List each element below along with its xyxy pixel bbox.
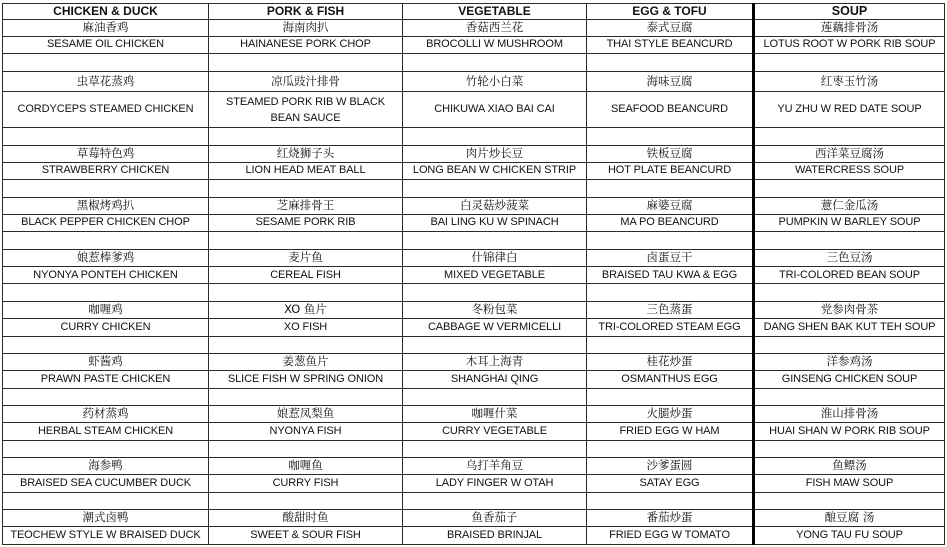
dish-english-name: FRIED EGG W TOMATO [587,527,754,545]
empty-cell [754,54,945,72]
dish-english-name: BRAISED SEA CUCUMBER DUCK [3,475,209,493]
dish-english-name: PRAWN PASTE CHICKEN [3,370,209,388]
dish-english-name: CURRY CHICKEN [3,318,209,336]
empty-cell [754,128,945,146]
dish-english-name: XO FISH [209,318,403,336]
empty-cell [209,128,403,146]
dish-english-name: WATERCRESS SOUP [754,162,945,180]
spacer-row [3,232,945,250]
dish-chinese-name: 芝麻排骨王 [209,198,403,215]
dish-chinese-name: 淮山排骨汤 [754,406,945,423]
dish-chinese-name: 番茄炒蛋 [587,510,754,527]
chinese-name-row [3,354,945,371]
dish-chinese-name: 鱼香茄子 [403,510,587,527]
empty-cell [587,54,754,72]
dish-english-name: BRAISED TAU KWA & EGG [587,266,754,284]
dish-english-name: SEAFOOD BEANCURD [587,91,754,127]
spacer-row [3,388,945,406]
dish-english-name: OSMANTHUS EGG [587,370,754,388]
spacer-row [3,128,945,146]
dish-chinese-name: 洋参鸡汤 [754,354,945,371]
dish-english-name: STRAWBERRY CHICKEN [3,162,209,180]
dish-chinese-name: 薏仁金瓜汤 [754,198,945,215]
empty-cell [3,54,209,72]
dish-english-name: HOT PLATE BEANCURD [587,162,754,180]
dish-chinese-name: 咖喱鱼 [209,458,403,475]
dish-chinese-name: 肉片炒长豆 [403,146,587,163]
dish-english-name: YU ZHU W RED DATE SOUP [754,91,945,127]
dish-chinese-name: 娘惹棒爹鸡 [3,250,209,267]
chinese-name-row [3,406,945,423]
empty-cell [403,284,587,302]
dish-english-name: SESAME OIL CHICKEN [3,36,209,54]
dish-english-name: SATAY EGG [587,475,754,493]
dish-english-name: SLICE FISH W SPRING ONION [209,370,403,388]
empty-cell [209,440,403,458]
dish-chinese-name: 草莓特色鸡 [3,146,209,163]
dish-chinese-name: 铁板豆腐 [587,146,754,163]
dish-chinese-name: 娘惹凤梨鱼 [209,406,403,423]
dish-english-name: HUAI SHAN W PORK RIB SOUP [754,422,945,440]
empty-cell [754,388,945,406]
chinese-name-row [3,458,945,475]
dish-english-name: LONG BEAN W CHICKEN STRIP [403,162,587,180]
dish-chinese-name: 竹轮小白菜 [403,72,587,92]
dish-english-name: BRAISED BRINJAL [403,527,587,545]
dish-chinese-name: 麻婆豆腐 [587,198,754,215]
dish-english-name: SHANGHAI QING [403,370,587,388]
dish-english-name: CURRY VEGETABLE [403,422,587,440]
english-name-row [3,36,945,54]
dish-english-name: BROCOLLI W MUSHROOM [403,36,587,54]
empty-cell [754,180,945,198]
spacer-row [3,440,945,458]
empty-cell [403,128,587,146]
empty-cell [3,180,209,198]
dish-english-name: NYONYA FISH [209,422,403,440]
dish-chinese-name: 火腿炒蛋 [587,406,754,423]
dish-english-name: BAI LING KU W SPINACH [403,214,587,232]
dish-chinese-name: 卤蛋豆干 [587,250,754,267]
dish-english-name: PUMPKIN W BARLEY SOUP [754,214,945,232]
english-name-row [3,475,945,493]
spacer-row [3,54,945,72]
dish-chinese-name: 潮式卤鸭 [3,510,209,527]
menu-table [2,3,945,545]
empty-cell [209,232,403,250]
empty-cell [3,336,209,354]
empty-cell [587,232,754,250]
empty-cell [403,388,587,406]
dish-chinese-name: 冬粉包菜 [403,302,587,319]
dish-chinese-name: 麦片鱼 [209,250,403,267]
dish-chinese-name: 虫草花蒸鸡 [3,72,209,92]
english-name-row [3,370,945,388]
column-header-soup: SOUP [754,4,945,20]
dish-chinese-name: 木耳上海青 [403,354,587,371]
english-name-row [3,527,945,545]
empty-cell [587,180,754,198]
dish-chinese-name: 沙爹蛋圆 [587,458,754,475]
empty-cell [209,492,403,510]
dish-chinese-name: 三色蒸蛋 [587,302,754,319]
dish-english-name: YONG TAU FU SOUP [754,527,945,545]
empty-cell [587,284,754,302]
chinese-name-row [3,146,945,163]
dish-english-name: LOTUS ROOT W PORK RIB SOUP [754,36,945,54]
dish-english-name: CABBAGE W VERMICELLI [403,318,587,336]
empty-cell [3,388,209,406]
dish-chinese-name: 虾酱鸡 [3,354,209,371]
empty-cell [754,232,945,250]
empty-cell [3,440,209,458]
dish-chinese-name: 海南肉扒 [209,20,403,37]
dish-english-name: CURRY FISH [209,475,403,493]
spacer-row [3,284,945,302]
column-header-egg-tofu: EGG & TOFU [587,4,754,20]
empty-cell [3,232,209,250]
dish-english-name: BLACK PEPPER CHICKEN CHOP [3,214,209,232]
empty-cell [209,180,403,198]
dish-chinese-name: 西洋菜豆腐汤 [754,146,945,163]
dish-english-name: FISH MAW SOUP [754,475,945,493]
dish-english-name: TRI-COLORED BEAN SOUP [754,266,945,284]
empty-cell [587,492,754,510]
spacer-row [3,336,945,354]
empty-cell [754,284,945,302]
empty-cell [3,128,209,146]
dish-english-name: TEOCHEW STYLE W BRAISED DUCK [3,527,209,545]
empty-cell [209,54,403,72]
dish-english-name: FRIED EGG W HAM [587,422,754,440]
column-header-pork-fish: PORK & FISH [209,4,403,20]
spacer-row [3,492,945,510]
dish-chinese-name: 什锦律白 [403,250,587,267]
dish-chinese-name: 酸甜时鱼 [209,510,403,527]
dish-chinese-name: 泰式豆腐 [587,20,754,37]
empty-cell [587,388,754,406]
empty-cell [754,440,945,458]
header-row [3,4,945,20]
dish-chinese-name: 麻油香鸡 [3,20,209,37]
dish-english-name: LADY FINGER W OTAH [403,475,587,493]
chinese-name-row [3,250,945,267]
dish-chinese-name: 黑椒烤鸡扒 [3,198,209,215]
empty-cell [403,492,587,510]
english-name-row [3,266,945,284]
empty-cell [3,492,209,510]
dish-english-name: NYONYA PONTEH CHICKEN [3,266,209,284]
dish-chinese-name: XO 鱼片 [209,302,403,319]
dish-chinese-name: 咖喱鸡 [3,302,209,319]
dish-chinese-name: 莲藕排骨汤 [754,20,945,37]
dish-chinese-name: 红枣玉竹汤 [754,72,945,92]
column-header-chicken-duck: CHICKEN & DUCK [3,4,209,20]
empty-cell [403,440,587,458]
dish-english-name: TRI-COLORED STEAM EGG [587,318,754,336]
chinese-name-row [3,72,945,92]
dish-english-name: CHIKUWA XIAO BAI CAI [403,91,587,127]
empty-cell [403,180,587,198]
dish-english-name: HAINANESE PORK CHOP [209,36,403,54]
dish-chinese-name: 药材蒸鸡 [3,406,209,423]
dish-chinese-name: 酿豆腐 汤 [754,510,945,527]
dish-english-name: DANG SHEN BAK KUT TEH SOUP [754,318,945,336]
empty-cell [754,492,945,510]
empty-cell [209,336,403,354]
dish-english-name: GINSENG CHICKEN SOUP [754,370,945,388]
empty-cell [209,388,403,406]
empty-cell [403,232,587,250]
dish-chinese-name: 咖喱什菜 [403,406,587,423]
dish-chinese-name: 海味豆腐 [587,72,754,92]
dish-chinese-name: 桂花炒蛋 [587,354,754,371]
dish-chinese-name: 香菇西兰花 [403,20,587,37]
empty-cell [403,336,587,354]
column-header-vegetable: VEGETABLE [403,4,587,20]
dish-chinese-name: 姜葱鱼片 [209,354,403,371]
english-name-row [3,422,945,440]
empty-cell [587,440,754,458]
chinese-name-row [3,198,945,215]
spacer-row [3,180,945,198]
dish-english-name: LION HEAD MEAT BALL [209,162,403,180]
empty-cell [3,284,209,302]
chinese-name-row [3,510,945,527]
english-name-row [3,162,945,180]
dish-chinese-name: 三色豆汤 [754,250,945,267]
english-name-row [3,214,945,232]
dish-english-name: SESAME PORK RIB [209,214,403,232]
empty-cell [754,336,945,354]
empty-cell [587,336,754,354]
dish-english-name: CEREAL FISH [209,266,403,284]
english-name-row [3,318,945,336]
english-name-row [3,91,945,127]
dish-chinese-name: 乌打羊角豆 [403,458,587,475]
dish-english-name: STEAMED PORK RIB W BLACK BEAN SAUCE [209,91,403,127]
dish-chinese-name: 红烧狮子头 [209,146,403,163]
dish-english-name: CORDYCEPS STEAMED CHICKEN [3,91,209,127]
dish-chinese-name: 鱼鳔汤 [754,458,945,475]
dish-chinese-name: 白灵菇炒菠菜 [403,198,587,215]
dish-english-name: THAI STYLE BEANCURD [587,36,754,54]
dish-english-name: HERBAL STEAM CHICKEN [3,422,209,440]
chinese-name-row [3,302,945,319]
empty-cell [403,54,587,72]
dish-chinese-name: 海参鸭 [3,458,209,475]
empty-cell [209,284,403,302]
empty-cell [587,128,754,146]
chinese-name-row [3,20,945,37]
dish-chinese-name: 凉瓜豉汁排骨 [209,72,403,92]
dish-english-name: SWEET & SOUR FISH [209,527,403,545]
dish-english-name: MA PO BEANCURD [587,214,754,232]
dish-english-name: MIXED VEGETABLE [403,266,587,284]
dish-chinese-name: 党参肉骨茶 [754,302,945,319]
